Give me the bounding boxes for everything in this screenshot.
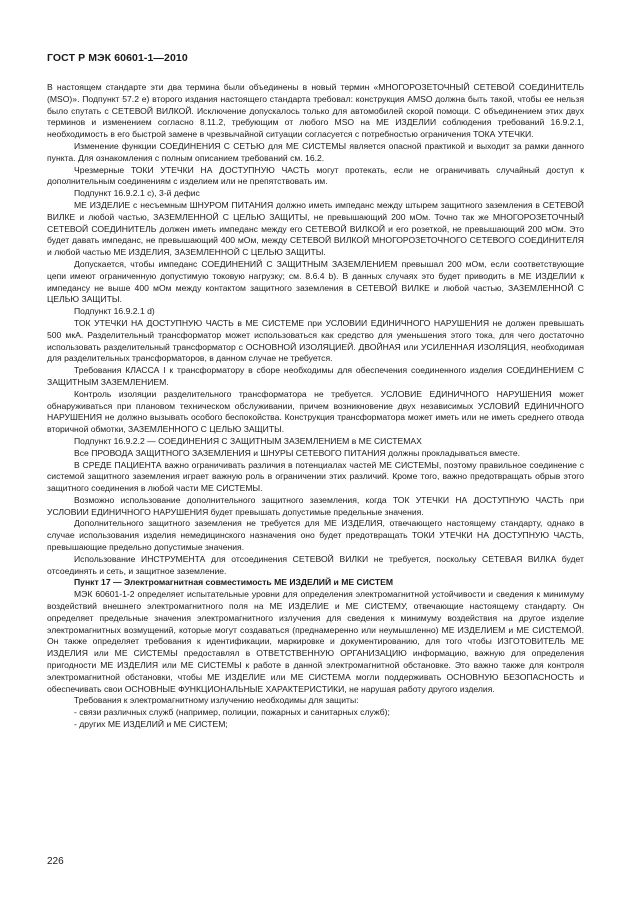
paragraph: Контроль изоляции разделительного трансформатора не требуется. УСЛОВИЕ ЕДИНИЧНОГО НАРУШЕНИЯ может обнаруживаться при плановом техническом обслуживании, причем возникновение двух независимых УСЛОВИЙ ЕДИНИЧНОГО НАРУШЕНИЯ не должно вызывать особого беспокойства. Конструкция трансформатора может иметь или не иметь среднего отвода вторичной обмотки, ЗАЗЕМЛЕННОГО С ЦЕЛЬЮ ЗАЩИТЫ. (47, 388, 584, 435)
paragraph: Использование ИНСТРУМЕНТА для отсоединения СЕТЕВОЙ ВИЛКИ не требуется, поскольку СЕТЕВАЯ ВИЛКА будет отсоединять и сеть, и защитное заземление. (47, 553, 584, 576)
paragraph: Все ПРОВОДА ЗАЩИТНОГО ЗАЗЕМЛЕНИЯ и ШНУРЫ СЕТЕВОГО ПИТАНИЯ должны прокладываться вместе. (74, 447, 521, 458)
page-number: 226 (47, 856, 64, 867)
paragraph: МЭК 60601-1-2 определяет испытательные уровни для определения электромагнитной устойчивости и сведения к минимуму воздействий внешнего электромагнитного поля на МЕ ИЗДЕЛИЕ и МЕ СИСТЕМУ, отвечающие настоящему стандарту. Он определяет предельные значения электромагнитного излучения для сведения к минимуму воздействия на другое изделие электромагнитных возмущений, которые могут создаваться (преднамеренно или неумышленно) МЕ ИЗДЕЛИЕМ и МЕ СИСТЕМОЙ. Он также определяет требования к идентификации, маркировке и документированию, для того чтобы ИЗГОТОВИТЕЛЬ МЕ ИЗДЕЛИЯ или МЕ СИСТЕМЫ предоставлял в ОТВЕТСТВЕННУЮ ОРГАНИЗАЦИЮ информацию, важную для определения пригодности МЕ ИЗДЕЛИЯ или МЕ СИСТЕМЫ к работе в данной электромагнитной обстановке. Это важно также для контроля электромагнитной обстановки, чтобы МЕ ИЗДЕЛИЕ или МЕ СИСТЕМА могли поддерживать ОСНОВНУЮ БЕЗОПАСНОСТЬ и обеспечивать свои ОСНОВНЫЕ ФУНКЦИОНАЛЬНЫЕ ХАРАКТЕРИСТИКИ, не нарушая работу другого изделия. (47, 589, 584, 694)
list-item: - связи различных служб (например, полиции, пожарных и санитарных служб); (74, 707, 390, 718)
paragraph: В СРЕДЕ ПАЦИЕНТА важно ограничивать различия в потенциалах частей МЕ СИСТЕМЫ, поэтому правильное соединение с системой защитного заземления играет важную роль в ограничении этих различий. Кроме того, важно предотвращать обрыв этого защитного соединения в любой части МЕ СИСТЕМЫ. (47, 459, 584, 494)
subclause-reference: Подпункт 16.9.2.1 d) (74, 306, 155, 317)
paragraph: Изменение функции СОЕДИНЕНИЯ С СЕТЬЮ для МЕ СИСТЕМЫ является опасной практикой и выходит за рамки данного пункта. Для ознакомления с полным описанием требований см. 16.2. (47, 140, 584, 163)
paragraph: Чрезмерные ТОКИ УТЕЧКИ НА ДОСТУПНУЮ ЧАСТЬ могут протекать, если не ограничивать случайный доступ к дополнительным соединениям с изделием или не препятствовать им. (47, 164, 584, 187)
section-heading: Пункт 17 — Электромагнитная совместимость МЕ ИЗДЕЛИЙ и МЕ СИСТЕМ (74, 577, 394, 588)
paragraph: Требования КЛАССА I к трансформатору в сборе необходимы для обеспечения соединенного изделия СОЕДИНЕНИЕМ С ЗАЩИТНЫМ ЗАЗЕМЛЕНИЕМ. (47, 365, 584, 387)
requirements-list (47, 707, 584, 731)
paragraph: Дополнительного защитного заземления не требуется для МЕ ИЗДЕЛИЯ, отвечающего настоящему стандарту, однако в случае использования изделия немедицинского назначения оно будет предотвращать ТОКИ УТЕЧКИ НА ДОСТУПНУЮ ЧАСТЬ, превышающие предельно допустимые значения. (47, 518, 584, 553)
paragraph: ТОК УТЕЧКИ НА ДОСТУПНУЮ ЧАСТЬ в МЕ СИСТЕМЕ при УСЛОВИИ ЕДИНИЧНОГО НАРУШЕНИЯ не должен превышать 500 мкА. Разделительный трансформатор может использоваться как средство для уменьшения этого тока, для чего достаточно использовать разделительный трансформатор с ОСНОВНОЙ ИЗОЛЯЦИЕЙ. ДВОЙНАЯ или УСИЛЕННАЯ ИЗОЛЯЦИЯ, необходимая для разделительных трансформаторов, в данном случае не требуется. (47, 317, 584, 364)
paragraph: МЕ ИЗДЕЛИЕ с несъемным ШНУРОМ ПИТАНИЯ должно иметь импеданс между штырем защитного заземления в СЕТЕВОЙ ВИЛКЕ и любой частью, ЗАЗЕМЛЕННОЙ С ЦЕЛЬЮ ЗАЩИТЫ, не превышающий 200 мОм. Точно так же МНОГОРОЗЕТОЧНЫЙ СЕТЕВОЙ СОЕДИНИТЕЛЬ должен иметь импеданс между его СЕТЕВОЙ ВИЛКОЙ и его розеткой, не превышающий 200 мОм. Это будет давать импеданс, не превышающий 400 мОм, между СЕТЕВОЙ ВИЛКОЙ МНОГОРОЗЕТОЧНОГО СЕТЕВОГО СОЕДИНИТЕЛЯ и любой частью МЕ ИЗДЕЛИЯ, ЗАЗЕМЛЕННОЙ С ЦЕЛЬЮ ЗАЩИТЫ. (47, 199, 584, 258)
subclause-reference: Подпункт 16.9.2.2 — СОЕДИНЕНИЯ С ЗАЩИТНЫМ ЗАЗЕМЛЕНИЕМ в МЕ СИСТЕМАХ (74, 435, 422, 446)
list-item: - других МЕ ИЗДЕЛИЙ и МЕ СИСТЕМ; (74, 719, 228, 730)
paragraph: В настоящем стандарте эти два термина были объединены в новый термин «МНОГОРОЗЕТОЧНЫЙ СЕТЕВОЙ СОЕДИНИТЕЛЬ (MSO)». Подпункт 57.2 е) второго издания настоящего стандарта требовал: конструкция AMSO должна быть такой, чтобы ее нельзя было спутать с СЕТЕВОЙ ВИЛКОЙ. Исключение допускалось только для автомобилей скорой помощи. С объединением этих двух терминов и изменением согласно 8.11.2, требующим от любого MSO на МЕ ИЗДЕЛИИ соблюдения требований 16.9.2.1, необходимость в его быстрой замене в чрезвычайной ситуации согласуется с потребностью ограничения ТОКА УТЕЧКИ. (47, 82, 584, 140)
document-body (47, 82, 584, 731)
paragraph: Требования к электромагнитному излучению необходимы для защиты: (74, 695, 359, 706)
document-header: ГОСТ Р МЭК 60601-1—2010 (47, 52, 188, 64)
paragraph: Допускается, чтобы импеданс СОЕДИНЕНИЙ С ЗАЩИТНЫМ ЗАЗЕМЛЕНИЕМ превышал 200 мОм, если соответствующие цепи имеют ограниченную допустимую токовую нагрузку; см. 8.6.4 b). В данных случаях это будет приводить в МЕ ИЗДЕЛИИ к импедансу не выше 400 мОм между контактом защитного заземления в СЕТЕВОЙ ВИЛКЕ и любой частью, ЗАЗЕМЛЕННОЙ С ЦЕЛЬЮ ЗАЩИТЫ. (47, 258, 584, 305)
paragraph: Возможно использование дополнительного защитного заземления, когда ТОК УТЕЧКИ НА ДОСТУПНУЮ ЧАСТЬ при УСЛОВИИ ЕДИНИЧНОГО НАРУШЕНИЯ будет превышать допустимые предельные значения. (47, 494, 584, 517)
subclause-reference: Подпункт 16.9.2.1 c), 3-й дефис (74, 188, 200, 199)
